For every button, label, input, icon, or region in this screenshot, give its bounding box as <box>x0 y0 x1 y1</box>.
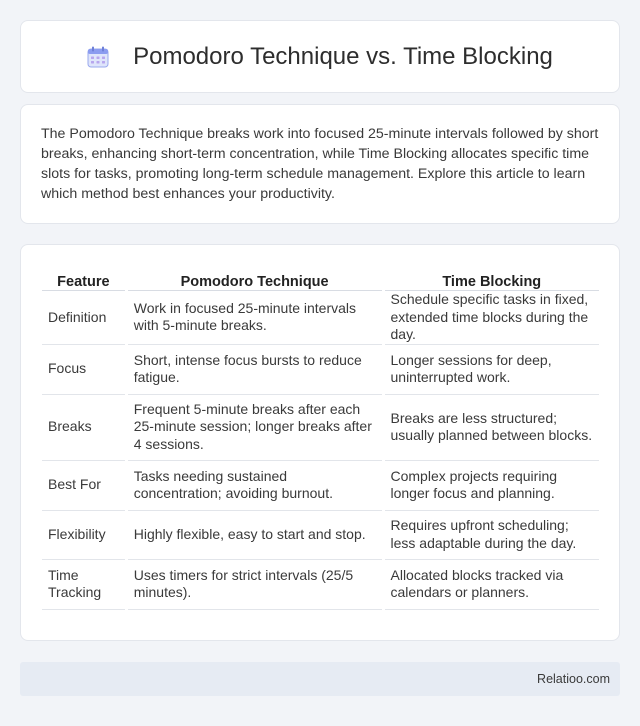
row-time-blocking: Complex projects requiring longer focus and planning. <box>385 461 600 511</box>
footer-bar <box>20 662 620 696</box>
row-time-blocking: Schedule specific tasks in fixed, extended time blocks during the day. <box>385 291 600 345</box>
row-feature: Definition <box>42 291 125 345</box>
column-header-feature: Feature <box>42 265 125 291</box>
row-feature: Breaks <box>42 395 125 461</box>
row-pomodoro: Highly flexible, easy to start and stop. <box>128 511 382 560</box>
table-row <box>42 395 599 461</box>
column-header-pomodoro: Pomodoro Technique <box>128 265 382 291</box>
row-pomodoro: Uses timers for strict intervals (25/5 minutes). <box>128 560 382 610</box>
row-feature: Time Tracking <box>42 560 125 610</box>
footer-brand: Relatioo.com <box>537 672 610 686</box>
comparison-table <box>39 265 602 610</box>
row-time-blocking: Longer sessions for deep, uninterrupted work. <box>385 345 600 395</box>
row-feature: Focus <box>42 345 125 395</box>
table-header-row <box>42 265 599 291</box>
table-row <box>42 345 599 395</box>
column-header-time-blocking: Time Blocking <box>385 265 600 291</box>
table-row <box>42 291 599 345</box>
row-feature: Flexibility <box>42 511 125 560</box>
row-time-blocking: Allocated blocks tracked via calendars or planners. <box>385 560 600 610</box>
row-feature: Best For <box>42 461 125 511</box>
page-title: Pomodoro Technique vs. Time Blocking <box>133 42 553 70</box>
intro-text: The Pomodoro Technique breaks work into focused 25-minute intervals followed by short breaks, enhancing short-term concentration, while Time Blocking allocates specific time slots for tasks, promoting long-term schedule management. Explore this article to learn which method best enhances your productivity. <box>41 126 599 202</box>
row-time-blocking: Requires upfront scheduling; less adaptable during the day. <box>385 511 600 560</box>
comparison-table-card <box>20 244 620 641</box>
table-row <box>42 461 599 511</box>
row-pomodoro: Frequent 5-minute breaks after each 25-minute session; longer breaks after 4 sessions. <box>128 395 382 461</box>
calendar-icon <box>87 46 109 68</box>
row-time-blocking: Breaks are less structured; usually planned between blocks. <box>385 395 600 461</box>
table-row <box>42 511 599 560</box>
row-pomodoro: Tasks needing sustained concentration; avoiding burnout. <box>128 461 382 511</box>
intro-card <box>20 104 620 224</box>
row-pomodoro: Work in focused 25-minute intervals with 5-minute breaks. <box>128 291 382 345</box>
row-pomodoro: Short, intense focus bursts to reduce fatigue. <box>128 345 382 395</box>
title-card <box>20 20 620 93</box>
table-row <box>42 560 599 610</box>
